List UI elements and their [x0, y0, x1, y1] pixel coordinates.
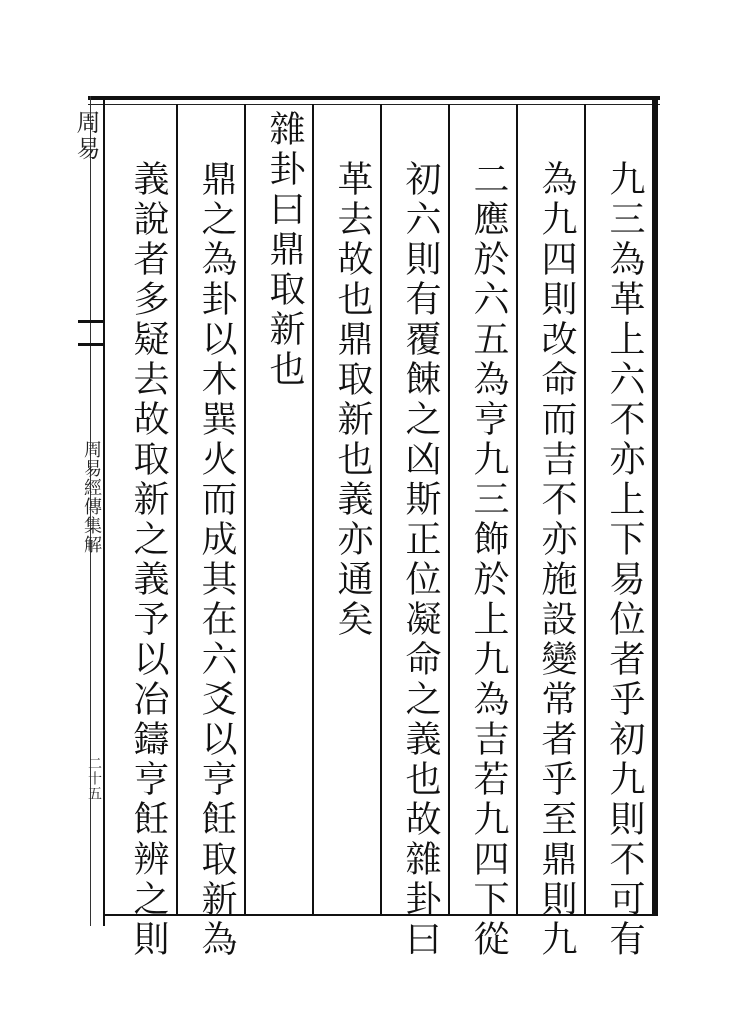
top-border — [88, 96, 660, 100]
column-divider — [176, 104, 178, 916]
top-border-inner — [88, 104, 660, 105]
column-divider — [312, 104, 314, 916]
column-divider — [584, 104, 586, 916]
column-divider — [380, 104, 382, 916]
margin-book-subtitle: 周易經傳集解 — [81, 440, 102, 554]
right-border — [652, 96, 658, 916]
column-divider — [516, 104, 518, 916]
text-column: 二應於六五為亨九三飾於上九為吉若九四下從 — [468, 160, 509, 960]
margin-book-title: 周易 — [72, 110, 100, 162]
column-divider — [448, 104, 450, 916]
text-column: 義說者多疑去故取新之義予以冶鑄亨飪辨之則 — [128, 160, 169, 960]
column-divider — [244, 104, 246, 916]
margin-page-number: 二十五 — [86, 756, 102, 801]
text-column: 為九四則改命而吉不亦施設變常者乎至鼎則九 — [536, 160, 577, 960]
text-column: 初六則有覆餗之凶斯正位凝命之義也故雜卦曰 — [400, 160, 441, 960]
text-column: 九三為革上六不亦上下易位者乎初九則不可有 — [604, 160, 645, 960]
fish-tail-mark — [78, 320, 104, 346]
text-column-heading: 雜卦曰鼎取新也 — [264, 110, 305, 390]
text-column: 鼎之為卦以木巽火而成其在六爻以亨飪取新為 — [196, 160, 237, 960]
text-column: 革去故也鼎取新也義亦通矣 — [332, 160, 373, 640]
